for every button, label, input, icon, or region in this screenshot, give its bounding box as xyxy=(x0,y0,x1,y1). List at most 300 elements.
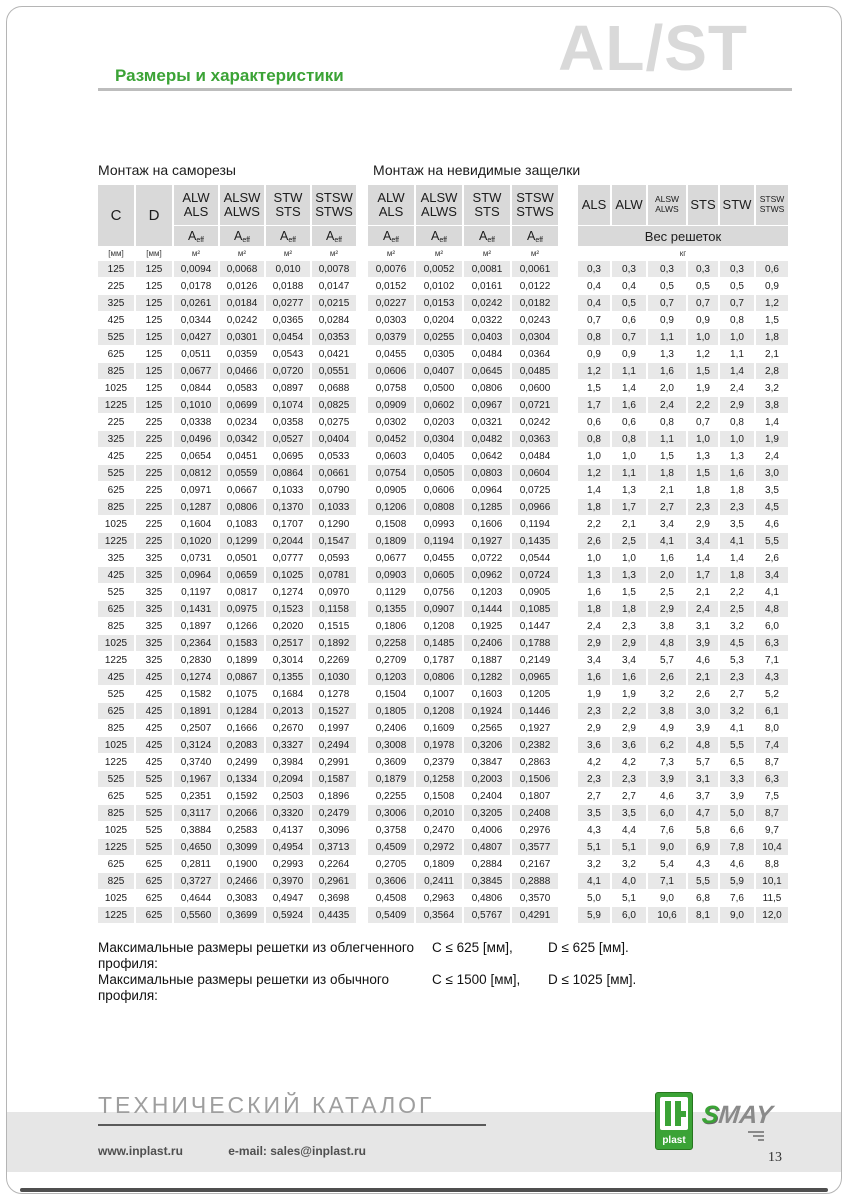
model-name: ALSW xyxy=(420,189,458,205)
table-cell: 0,1074 xyxy=(266,397,310,413)
table-cell: 0,2167 xyxy=(519,858,551,870)
table-cell: 0,2258 xyxy=(368,635,414,651)
table-cell: 0,2517 xyxy=(266,635,310,651)
table-cell: 1,7 xyxy=(578,397,610,413)
table-cell: 7,8 xyxy=(720,839,754,855)
table-row xyxy=(98,907,356,923)
table-cell: 10,4 xyxy=(756,839,788,855)
table-cell: 0,1978 xyxy=(416,737,462,753)
table-cell: 0,0967 xyxy=(464,397,510,413)
table-row xyxy=(578,669,788,685)
table-cell: 0,2003 xyxy=(464,771,510,787)
table-cell: 0,0255 xyxy=(416,329,462,345)
table-cell: 8,8 xyxy=(765,858,779,870)
table-cell: 0,0122 xyxy=(519,280,551,292)
table-cell: 0,1892 xyxy=(312,635,356,651)
table-cell: 0,1266 xyxy=(226,620,258,632)
table-row xyxy=(578,686,788,702)
table-row xyxy=(98,329,356,345)
table-cell: 425 xyxy=(136,669,172,685)
table-cell: 4,3 xyxy=(587,824,601,836)
table-cell: 1,3 xyxy=(612,567,646,583)
table-cell: 0,0527 xyxy=(266,431,310,447)
table-cell: 0,2705 xyxy=(375,858,407,870)
table-cell: 0,2406 xyxy=(375,722,407,734)
table-cell: 9,7 xyxy=(765,824,779,836)
table-cell: 4,8 xyxy=(688,737,718,753)
table-cell: 3,5 xyxy=(612,805,646,821)
model-name: ALSW xyxy=(223,189,261,205)
table-cell: 625 xyxy=(98,703,134,719)
table-cell: 0,1282 xyxy=(464,669,510,685)
table-cell: 0,1355 xyxy=(266,669,310,685)
table-cell: 1,0 xyxy=(622,552,636,564)
table-row xyxy=(98,635,356,651)
table-cell: 0,2709 xyxy=(375,654,407,666)
table-row xyxy=(578,329,788,345)
table-cell: 0,8 xyxy=(730,314,744,326)
table-row xyxy=(98,771,356,787)
table-cell: 2,9 xyxy=(622,722,636,734)
table-cell: 525 xyxy=(136,805,172,821)
table-cell: 0,1274 xyxy=(174,669,218,685)
table-cell: 0,1025 xyxy=(266,567,310,583)
table-cell: 0,2149 xyxy=(519,654,551,666)
table-cell: 625 xyxy=(145,892,163,904)
table-cell: 0,0659 xyxy=(220,567,264,583)
table-cell: 0,0305 xyxy=(423,348,455,360)
table-cell: 0,0606 xyxy=(368,363,414,379)
table-row xyxy=(368,703,558,719)
table-cell: 1225 xyxy=(98,533,134,549)
table-cell: 5,1 xyxy=(622,892,636,904)
table-cell: 0,2083 xyxy=(220,737,264,753)
table-row xyxy=(578,754,788,770)
table-row xyxy=(98,380,356,396)
table-cell: 1,4 xyxy=(696,552,710,564)
table-cell: 0,2499 xyxy=(226,756,258,768)
table-row xyxy=(368,652,558,668)
table-cell: 6,2 xyxy=(648,737,686,753)
table-cell: 425 xyxy=(136,737,172,753)
table-cell: 1,8 xyxy=(730,484,744,496)
latches-table xyxy=(366,184,560,924)
table-cell: 3,9 xyxy=(696,722,710,734)
table-cell: 0,5924 xyxy=(266,907,310,923)
table-row xyxy=(98,720,356,736)
table-cell: 2,3 xyxy=(578,703,610,719)
table-cell: 825 xyxy=(98,805,134,821)
aeff-header: $A_{eff}$ xyxy=(174,226,218,246)
table-row xyxy=(578,737,788,753)
latches-table-body xyxy=(368,261,558,923)
table-cell: 1,2 xyxy=(696,348,710,360)
table-cell: 1225 xyxy=(98,907,134,923)
note-d-limit: D ≤ 1025 [мм]. xyxy=(548,972,637,987)
table-row xyxy=(98,788,356,804)
table-row xyxy=(98,482,356,498)
table-cell: 0,1897 xyxy=(180,620,212,632)
table-cell: 0,1010 xyxy=(174,397,218,413)
table-row xyxy=(368,278,558,294)
table-cell: 825 xyxy=(98,363,134,379)
table-cell: 0,1891 xyxy=(174,703,218,719)
model-name: STWS xyxy=(759,204,785,214)
table-cell: 0,0052 xyxy=(416,261,462,277)
table-cell: 0,3124 xyxy=(174,737,218,753)
table-cell: 0,9 xyxy=(660,314,674,326)
table-cell: 1,9 xyxy=(622,688,636,700)
table-cell: 3,0 xyxy=(756,465,788,481)
table-cell: 0,0964 xyxy=(471,484,503,496)
table-cell: 0,0642 xyxy=(471,450,503,462)
table-cell: 2,7 xyxy=(730,688,744,700)
table-cell: 0,0645 xyxy=(464,363,510,379)
table-cell: 0,0321 xyxy=(471,416,503,428)
table-cell: 0,3699 xyxy=(220,907,264,923)
table-row xyxy=(578,295,788,311)
table-cell: 0,3845 xyxy=(464,873,510,889)
table-cell: 0,0242 xyxy=(464,295,510,311)
table-cell: 3,6 xyxy=(612,737,646,753)
table-cell: 2,2 xyxy=(587,518,601,530)
weights-title: Вес решеток xyxy=(578,226,788,246)
table-cell: 3,4 xyxy=(688,533,718,549)
note-line xyxy=(98,940,758,972)
table-cell: 0,1485 xyxy=(416,635,462,651)
table-cell: 0,0812 xyxy=(174,465,218,481)
table-cell: 0,1205 xyxy=(519,688,551,700)
table-cell: 325 xyxy=(145,586,163,598)
table-cell: 2,5 xyxy=(660,586,674,598)
col-header-model xyxy=(464,185,510,225)
table-cell: 0,3 xyxy=(578,261,610,277)
table-cell: 3,5 xyxy=(730,518,744,530)
table-cell: 0,9 xyxy=(587,348,601,360)
table-row xyxy=(98,703,356,719)
table-cell: 7,5 xyxy=(765,790,779,802)
table-cell: 0,0482 xyxy=(464,431,510,447)
table-row xyxy=(578,414,788,430)
table-cell: 2,7 xyxy=(587,790,601,802)
table-cell: 0,0966 xyxy=(512,499,558,515)
table-cell: 5,8 xyxy=(696,824,710,836)
table-cell: 0,1033 xyxy=(312,499,356,515)
table-cell: 0,2408 xyxy=(512,805,558,821)
table-cell: 0,0606 xyxy=(423,484,455,496)
table-row xyxy=(368,771,558,787)
table-row xyxy=(578,839,788,855)
table-cell: 1,7 xyxy=(612,499,646,515)
table-row xyxy=(368,856,558,872)
table-cell: 3,2 xyxy=(720,703,754,719)
table-cell: 0,0068 xyxy=(220,261,264,277)
table-cell: 1,8 xyxy=(720,567,754,583)
table-cell: 0,0722 xyxy=(471,552,503,564)
table-cell: 3,2 xyxy=(622,858,636,870)
table-cell: 0,2351 xyxy=(180,790,212,802)
table-row xyxy=(98,261,356,277)
catalog-title-underline xyxy=(98,1124,486,1126)
table-cell: 625 xyxy=(107,348,125,360)
table-row xyxy=(98,652,356,668)
plast-logo-icon xyxy=(660,1097,688,1130)
table-row xyxy=(368,754,558,770)
note-d-limit: D ≤ 625 [мм]. xyxy=(548,940,629,955)
table-cell: 7,1 xyxy=(648,873,686,889)
table-row xyxy=(578,890,788,906)
product-code-watermark: AL/ST xyxy=(558,12,748,84)
table-cell: 0,1925 xyxy=(471,620,503,632)
table-cell: 5,0 xyxy=(587,892,601,904)
aeff-header: $A_{eff}$ xyxy=(266,226,310,246)
table-cell: 0,1592 xyxy=(226,790,258,802)
table-cell: 0,0825 xyxy=(312,397,356,413)
table-cell: 525 xyxy=(136,839,172,855)
table-cell: 0,0147 xyxy=(318,280,350,292)
table-row xyxy=(368,873,558,889)
model-name: ALWS xyxy=(224,204,260,219)
table-cell: 0,0688 xyxy=(318,382,350,394)
table-cell: 425 xyxy=(145,756,163,768)
table-cell: 1,8 xyxy=(648,465,686,481)
table-cell: 1,3 xyxy=(578,567,610,583)
table-row xyxy=(368,822,558,838)
contact-line xyxy=(98,1144,366,1158)
table-cell: 0,1435 xyxy=(512,533,558,549)
table-cell: 0,4509 xyxy=(368,839,414,855)
table-cell: 225 xyxy=(107,280,125,292)
table-cell: 0,1431 xyxy=(174,601,218,617)
table-cell: 0,0427 xyxy=(174,329,218,345)
table-cell: 0,0455 xyxy=(375,348,407,360)
table-row xyxy=(368,397,558,413)
table-cell: 0,9 xyxy=(622,348,636,360)
table-cell: 1,4 xyxy=(765,416,779,428)
table-cell: 0,0603 xyxy=(375,450,407,462)
table-cell: 0,0965 xyxy=(512,669,558,685)
table-cell: 225 xyxy=(145,450,163,462)
table-cell: 4,8 xyxy=(648,635,686,651)
unit-label: м² xyxy=(174,247,218,260)
table-cell: 0,1927 xyxy=(464,533,510,549)
col-header-model xyxy=(312,185,356,225)
latches-table-title: Монтаж на невидимые защелки xyxy=(373,162,581,178)
table-cell: 0,0303 xyxy=(375,314,407,326)
table-row xyxy=(368,550,558,566)
table-cell: 525 xyxy=(145,824,163,836)
plast-logo xyxy=(655,1092,693,1150)
table-cell: 0,4508 xyxy=(375,892,407,904)
table-row xyxy=(98,312,356,328)
table-cell: 1,2 xyxy=(578,363,610,379)
page-title: Размеры и характеристики xyxy=(115,66,344,85)
table-cell: 525 xyxy=(136,771,172,787)
table-cell: 2,9 xyxy=(578,635,610,651)
table-cell: 0,1997 xyxy=(318,722,350,734)
table-cell: 4,0 xyxy=(612,873,646,889)
table-cell: 1025 xyxy=(104,824,128,836)
table-row xyxy=(368,482,558,498)
table-cell: 0,1444 xyxy=(464,601,510,617)
table-cell: 0,2976 xyxy=(519,824,551,836)
table-cell: 8,7 xyxy=(765,756,779,768)
table-cell: 0,0094 xyxy=(174,261,218,277)
table-cell: 1,6 xyxy=(612,397,646,413)
table-cell: 0,0964 xyxy=(174,567,218,583)
email-link[interactable]: e-mail: sales@inplast.ru xyxy=(228,1144,366,1158)
table-cell: 0,0907 xyxy=(416,601,462,617)
table-cell: 625 xyxy=(145,858,163,870)
table-cell: 0,2830 xyxy=(180,654,212,666)
table-cell: 1,4 xyxy=(720,363,754,379)
table-cell: 0,0359 xyxy=(226,348,258,360)
table-cell: 0,0790 xyxy=(318,484,350,496)
table-cell: 1,2 xyxy=(756,295,788,311)
table-cell: 0,1208 xyxy=(416,703,462,719)
table-cell: 0,0338 xyxy=(180,416,212,428)
table-cell: 0,0242 xyxy=(519,416,551,428)
table-cell: 3,2 xyxy=(765,382,779,394)
table-cell: 5,9 xyxy=(578,907,610,923)
table-cell: 0,1020 xyxy=(174,533,218,549)
table-cell: 0,0403 xyxy=(464,329,510,345)
table-row xyxy=(578,499,788,515)
table-cell: 11,5 xyxy=(762,892,782,904)
website-link[interactable]: www.inplast.ru xyxy=(98,1144,183,1158)
table-cell: 1,9 xyxy=(756,431,788,447)
table-cell: 0,1666 xyxy=(226,722,258,734)
table-cell: 7,6 xyxy=(660,824,674,836)
table-row xyxy=(578,822,788,838)
table-cell: 0,0897 xyxy=(272,382,304,394)
table-cell: 3,5 xyxy=(578,805,610,821)
table-cell: 1,8 xyxy=(578,601,610,617)
table-cell: 3,8 xyxy=(648,703,686,719)
table-cell: 0,0903 xyxy=(368,567,414,583)
table-cell: 0,0242 xyxy=(226,314,258,326)
table-cell: 1,8 xyxy=(696,484,710,496)
table-row xyxy=(368,516,558,532)
table-cell: 425 xyxy=(145,722,163,734)
table-cell: 1,3 xyxy=(730,450,744,462)
table-row xyxy=(578,533,788,549)
screws-table-body xyxy=(98,261,356,923)
table-cell: 3,7 xyxy=(696,790,710,802)
table-cell: 0,1515 xyxy=(318,620,350,632)
table-cell: 0,2972 xyxy=(416,839,462,855)
header-divider xyxy=(98,88,792,91)
table-cell: 2,7 xyxy=(648,499,686,515)
table-cell: 525 xyxy=(145,790,163,802)
table-cell: 0,0756 xyxy=(423,586,455,598)
table-cell: 5,1 xyxy=(612,839,646,855)
table-cell: 0,7 xyxy=(587,314,601,326)
table-cell: 0,1274 xyxy=(272,586,304,598)
table-row xyxy=(98,431,356,447)
unit-label: м² xyxy=(512,247,558,260)
table-cell: 0,3 xyxy=(688,261,718,277)
table-cell: 1,1 xyxy=(648,431,686,447)
table-cell: 3,8 xyxy=(756,397,788,413)
screws-table-title: Монтаж на саморезы xyxy=(98,162,236,178)
table-cell: 0,0353 xyxy=(312,329,356,345)
table-cell: 0,1900 xyxy=(226,858,258,870)
table-cell: 0,1203 xyxy=(368,669,414,685)
table-cell: 0,6 xyxy=(756,261,788,277)
table-cell: 0,0754 xyxy=(368,465,414,481)
table-row xyxy=(368,431,558,447)
table-cell: 10,1 xyxy=(756,873,788,889)
table-cell: 0,2044 xyxy=(266,533,310,549)
table-cell: 3,0 xyxy=(688,703,718,719)
table-cell: 0,3008 xyxy=(368,737,414,753)
table-cell: 0,0203 xyxy=(423,416,455,428)
table-row xyxy=(368,567,558,583)
table-cell: 2,4 xyxy=(648,397,686,413)
table-row xyxy=(368,737,558,753)
table-cell: 0,8 xyxy=(578,329,610,345)
model-name: ALS xyxy=(581,196,607,212)
model-name: STW xyxy=(722,196,752,212)
table-cell: 0,2382 xyxy=(512,737,558,753)
table-cell: 0,1887 xyxy=(471,654,503,666)
table-row xyxy=(368,635,558,651)
smay-logo-lines-icon xyxy=(748,1131,764,1143)
table-cell: 0,2466 xyxy=(220,873,264,889)
table-cell: 0,3 xyxy=(720,261,754,277)
table-cell: 425 xyxy=(136,703,172,719)
table-cell: 2,3 xyxy=(622,620,636,632)
table-row xyxy=(98,856,356,872)
table-cell: 1,6 xyxy=(612,669,646,685)
table-cell: 0,0358 xyxy=(272,416,304,428)
table-cell: 12,0 xyxy=(756,907,788,923)
table-cell: 1,4 xyxy=(622,382,636,394)
table-cell: 0,4006 xyxy=(471,824,503,836)
table-cell: 0,2479 xyxy=(312,805,356,821)
table-cell: 0,1203 xyxy=(471,586,503,598)
table-cell: 5,4 xyxy=(660,858,674,870)
table-cell: 0,2470 xyxy=(423,824,455,836)
table-cell: 9,0 xyxy=(720,907,754,923)
table-cell: 1025 xyxy=(104,382,128,394)
table-cell: 4,1 xyxy=(765,586,779,598)
table-cell: 0,0583 xyxy=(226,382,258,394)
table-cell: 0,3984 xyxy=(272,756,304,768)
table-cell: 1,6 xyxy=(587,586,601,598)
table-cell: 0,0758 xyxy=(375,382,407,394)
table-cell: 0,0724 xyxy=(512,567,558,583)
table-cell: 5,2 xyxy=(765,688,779,700)
table-row xyxy=(368,329,558,345)
col-header-model xyxy=(612,185,646,225)
table-cell: 0,0227 xyxy=(368,295,414,311)
model-name: ALWS xyxy=(655,204,679,214)
table-cell: 2,0 xyxy=(648,567,686,583)
table-cell: 0,0551 xyxy=(312,363,356,379)
table-cell: 0,0777 xyxy=(272,552,304,564)
table-cell: 0,3205 xyxy=(464,805,510,821)
col-header-model xyxy=(220,185,264,225)
table-cell: 0,0455 xyxy=(423,552,455,564)
table-cell: 9,0 xyxy=(660,892,674,904)
table-cell: 0,3727 xyxy=(174,873,218,889)
table-cell: 0,4650 xyxy=(174,839,218,855)
table-row xyxy=(98,669,356,685)
table-cell: 1,0 xyxy=(587,552,601,564)
col-header-model xyxy=(512,185,558,225)
